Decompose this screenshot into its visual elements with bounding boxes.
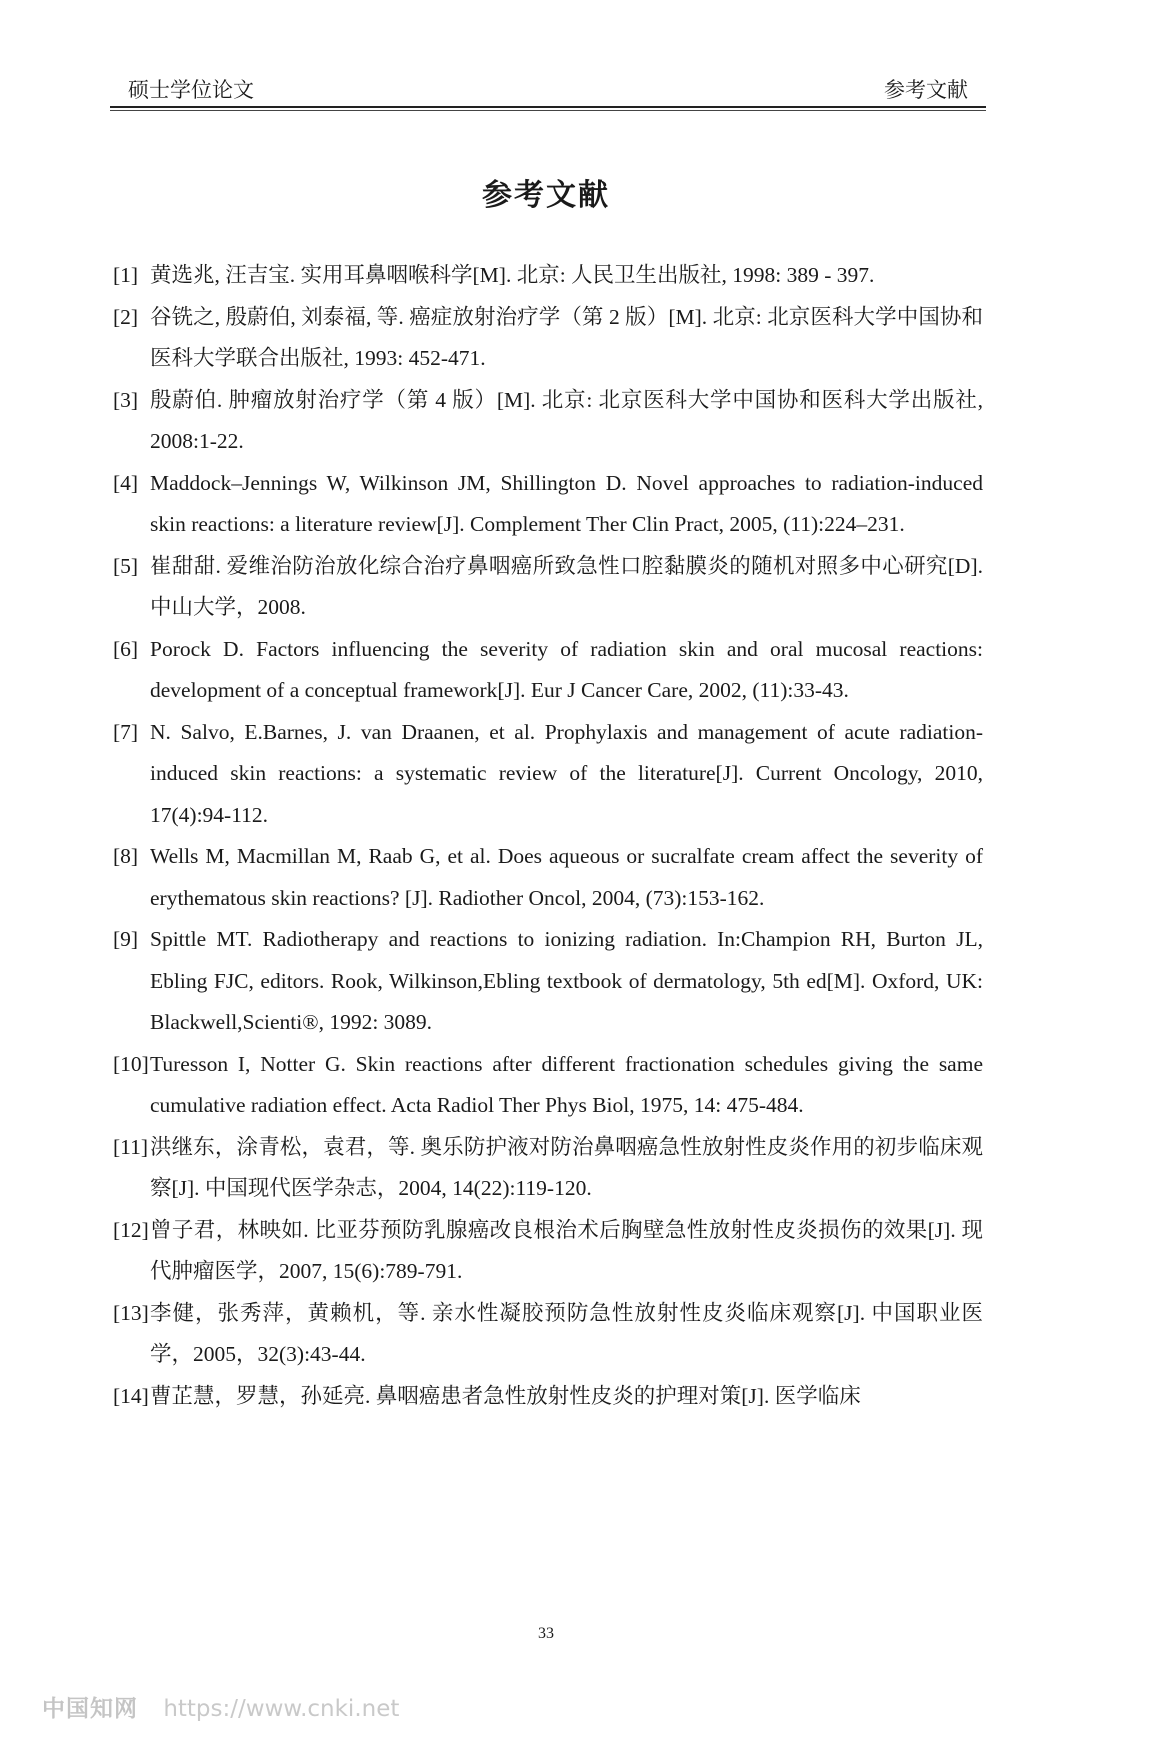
page-number: 33	[538, 1625, 554, 1642]
reference-item	[113, 297, 983, 380]
watermark-url: https://www.cnki.net	[163, 1696, 400, 1722]
reference-item	[113, 836, 983, 919]
reference-number: [13]	[113, 1300, 149, 1325]
header-thesis-type: 硕士学位论文	[128, 78, 254, 102]
reference-item	[113, 380, 983, 463]
header-divider	[110, 110, 986, 111]
reference-number: [10]	[113, 1051, 149, 1076]
reference-text: 谷铣之, 殷蔚伯, 刘泰福, 等. 癌症放射治疗学（第 2 版）[M]. 北京: 北京医科大学中国协和医科大学联合出版社, 1993: 452-471.	[150, 304, 983, 370]
reference-number: [6]	[113, 636, 139, 661]
reference-number: [2]	[113, 304, 139, 329]
reference-item	[113, 1044, 983, 1127]
reference-number: [11]	[113, 1134, 149, 1159]
running-header	[110, 72, 986, 108]
reference-item	[113, 1127, 983, 1210]
reference-text: Porock D. Factors influencing the severity of radiation skin and oral mucosal reactions: development of a conceptual framework[J]. Eur J Cancer Care, 2002, (11):33-43.	[150, 636, 983, 702]
watermark-logo: 中国知网	[42, 1696, 138, 1722]
reference-item	[113, 463, 983, 546]
reference-item	[113, 255, 983, 297]
reference-number: [12]	[113, 1217, 149, 1242]
reference-text: Wells M, Macmillan M, Raab G, et al. Does aqueous or sucralfate cream affect the severity of erythematous skin reactions? [J]. Radiother Oncol, 2004, (73):153-162.	[150, 844, 983, 910]
reference-text: 李健，张秀萍，黄赖机，等. 亲水性凝胶预防急性放射性皮炎临床观察[J]. 中国职业医学，2005，32(3):43-44.	[150, 1300, 983, 1366]
reference-number: [8]	[113, 844, 139, 868]
reference-item	[113, 1376, 983, 1418]
reference-item	[113, 546, 983, 629]
watermark	[42, 1690, 399, 1723]
reference-text: 洪继东，涂青松，袁君，等. 奥乐防护液对防治鼻咽癌急性放射性皮炎作用的初步临床观察[J]. 中国现代医学杂志，2004, 14(22):119-120.	[150, 1134, 983, 1200]
reference-text: Turesson I, Notter G. Skin reactions after different fractionation schedules giving the same cumulative radiation effect. Acta Radiol Ther Phys Biol, 1975, 14: 475-484.	[150, 1051, 983, 1117]
reference-item	[113, 629, 983, 712]
reference-number: [1]	[113, 263, 139, 287]
reference-item	[113, 919, 983, 1044]
reference-number: [7]	[113, 719, 139, 744]
reference-number: [4]	[113, 470, 139, 495]
header-section-name: 参考文献	[884, 78, 968, 102]
reference-text: Maddock–Jennings W, Wilkinson JM, Shillington D. Novel approaches to radiation-induced skin reactions: a literature review[J]. Complement Ther Clin Pract, 2005, (11):224–231.	[150, 470, 983, 536]
reference-item	[113, 1210, 983, 1293]
reference-number: [3]	[113, 387, 139, 412]
reference-item	[113, 712, 983, 837]
reference-text: 曾子君，林映如. 比亚芬预防乳腺癌改良根治术后胸壁急性放射性皮炎损伤的效果[J]. 现代肿瘤医学，2007, 15(6):789-791.	[150, 1217, 983, 1283]
reference-text: 曹芷慧，罗慧，孙延亮. 鼻咽癌患者急性放射性皮炎的护理对策[J]. 医学临床	[150, 1383, 861, 1408]
reference-item	[113, 1293, 983, 1376]
reference-list	[113, 255, 983, 1417]
reference-number: [5]	[113, 553, 139, 578]
reference-text: 崔甜甜. 爱维治防治放化综合治疗鼻咽癌所致急性口腔黏膜炎的随机对照多中心研究[D]. 中山大学，2008.	[150, 553, 983, 619]
reference-text: 殷蔚伯. 肿瘤放射治疗学（第 4 版）[M]. 北京: 北京医科大学中国协和医科大学出版社, 2008:1-22.	[150, 387, 983, 453]
reference-text: N. Salvo, E.Barnes, J. van Draanen, et al. Prophylaxis and management of acute radiation-induced skin reactions: a systematic review of the literature[J]. Current Oncology, 2010, 17(4):94-112.	[150, 719, 983, 827]
reference-text: 黄选兆, 汪吉宝. 实用耳鼻咽喉科学[M]. 北京: 人民卫生出版社, 1998: 389 - 397.	[150, 263, 875, 287]
page-title: 参考文献	[482, 178, 610, 213]
reference-text: Spittle MT. Radiotherapy and reactions to ionizing radiation. In:Champion RH, Burton JL, Ebling FJC, editors. Rook, Wilkinson,Ebling textbook of dermatology, 5th ed[M]. Oxford, UK: Blackwell,Scienti®, 1992: 3089.	[150, 927, 983, 1034]
reference-number: [9]	[113, 927, 139, 951]
reference-number: [14]	[113, 1383, 149, 1408]
